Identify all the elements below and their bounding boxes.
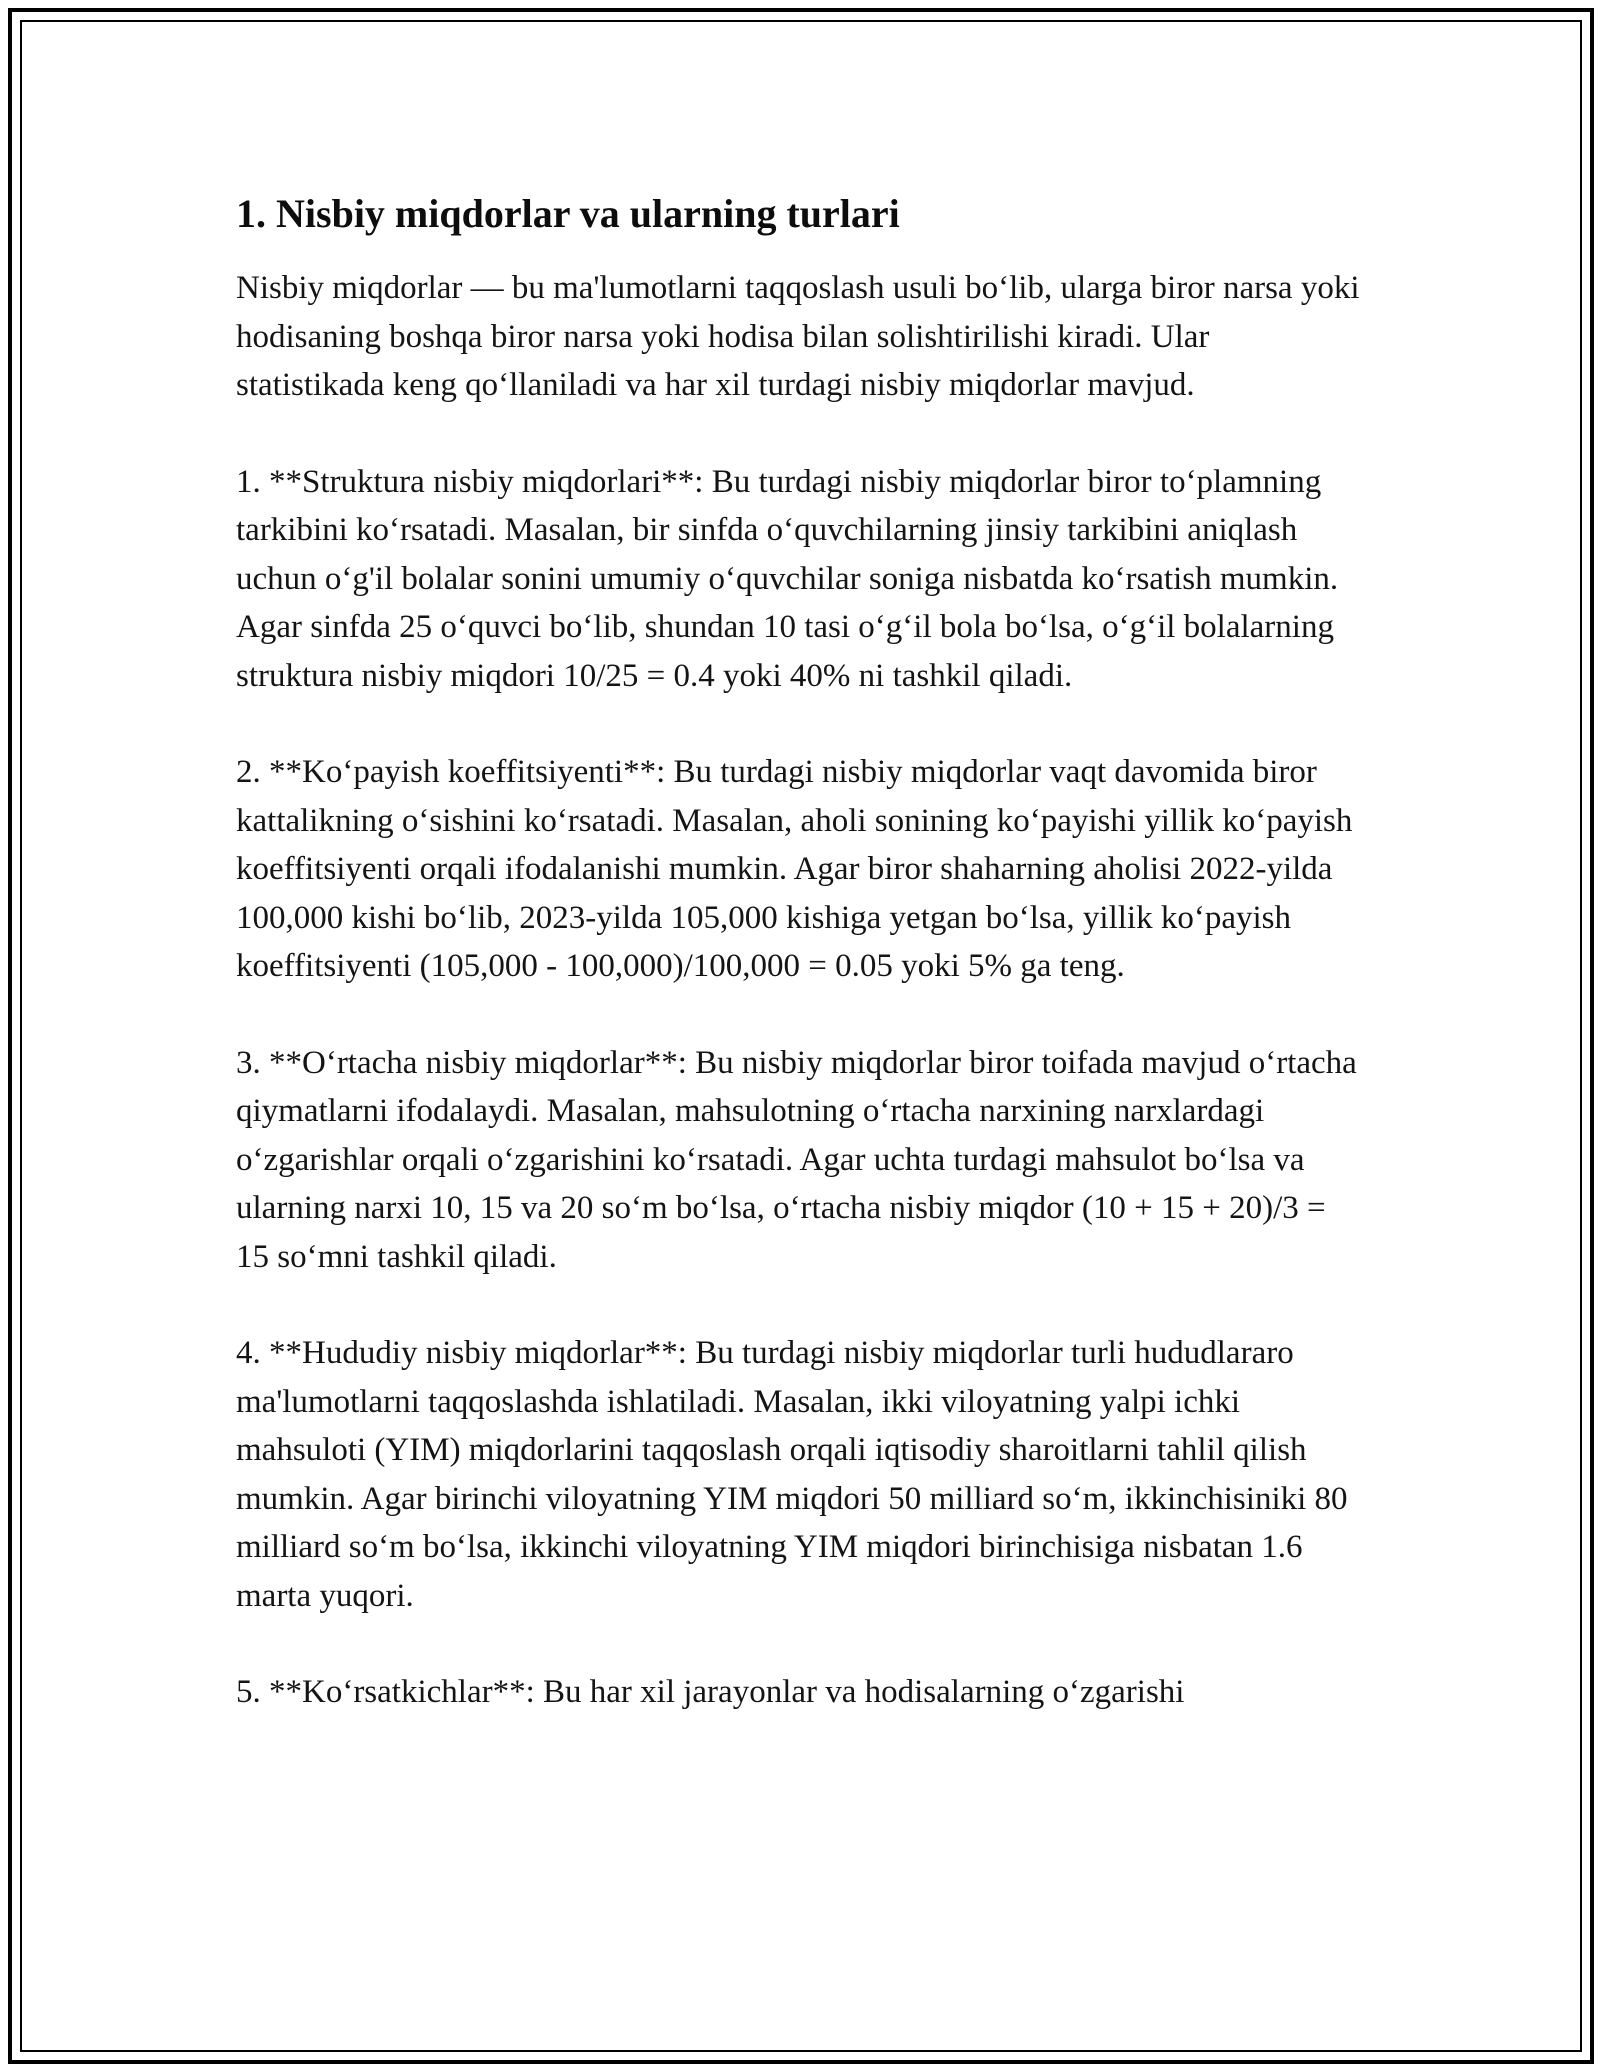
paragraph-kopayish: 2. **Ko‘payish koeffitsiyenti**: Bu turdagi nisbiy miqdorlar vaqt davomida biror kattalikning o‘sishini ko‘rsatadi. Masalan, aholi sonining ko‘payishi yillik ko‘payish koeffitsiyenti orqali ifodalanishi mumkin. Agar biror shaharning aholisi 2022-yilda 100,000 kishi bo‘lib, 2023-yilda 105,000 kishiga yetgan bo‘lsa, yillik ko‘payish koeffitsiyenti (105,000 - 100,000)/100,000 = 0.05 yoki 5% ga teng. — [236, 754, 1353, 984]
paragraph-hududiy: 4. **Hududiy nisbiy miqdorlar**: Bu turdagi nisbiy miqdorlar turli hududlararo ma'lumotlarni taqqoslashda ishlatiladi. Masalan, ikki viloyatning yalpi ichki mahsuloti (YIM) miqdorlarini taqqoslash orqali iqtisodiy sharoitlarni tahlil qilish mumkin. Agar birinchi viloyatning YIM miqdori 50 milliard so‘m, ikkinchisiniki 80 milliard so‘m bo‘lsa, ikkinchi viloyatning YIM miqdori birinchisiga nisbatan 1.6 marta yuqori. — [236, 1335, 1348, 1614]
paragraph-intro: Nisbiy miqdorlar — bu ma'lumotlarni taqqoslash usuli bo‘lib, ularga biror narsa yoki hodisaning boshqa biror narsa yoki hodisa bilan solishtirilishi kiradi. Ular statistikada keng qo‘llaniladi va har xil turdagi nisbiy miqdorlar mavjud. — [236, 270, 1360, 403]
paragraph-korsatkichlar: 5. **Ko‘rsatkichlar**: Bu har xil jarayonlar va hodisalarning o‘zgarishi — [236, 1674, 1185, 1710]
paragraph-struktura: 1. **Struktura nisbiy miqdorlari**: Bu turdagi nisbiy miqdorlar biror to‘plamning tarkibini ko‘rsatadi. Masalan, bir sinfda o‘quvchilarning jinsiy tarkibini aniqlash uchun o‘g'il bolalar sonini umumiy o‘quvchilar soniga nisbatda ko‘rsatish mumkin. Agar sinfda 25 o‘quvci bo‘lib, shundan 10 tasi o‘g‘il bola bo‘lsa, o‘g‘il bolalarning struktura nisbiy miqdori 10/25 = 0.4 yoki 40% ni tashkil qiladi. — [236, 463, 1339, 694]
paragraph-ortacha: 3. **O‘rtacha nisbiy miqdorlar**: Bu nisbiy miqdorlar biror toifada mavjud o‘rtacha qiymatlarni ifodalaydi. Masalan, mahsulotning o‘rtacha narxining narxlardagi o‘zgarishlar orqali o‘zgarishini ko‘rsatadi. Agar uchta turdagi mahsulot bo‘lsa va ularning narxi 10, 15 va 20 so‘m bo‘lsa, o‘rtacha nisbiy miqdor (10 + 15 + 20)/3 = 15 so‘mni tashkil qiladi. — [236, 1044, 1357, 1275]
document-title: 1. Nisbiy miqdorlar va ularning turlari — [236, 191, 900, 236]
document-body — [236, 186, 1364, 1765]
